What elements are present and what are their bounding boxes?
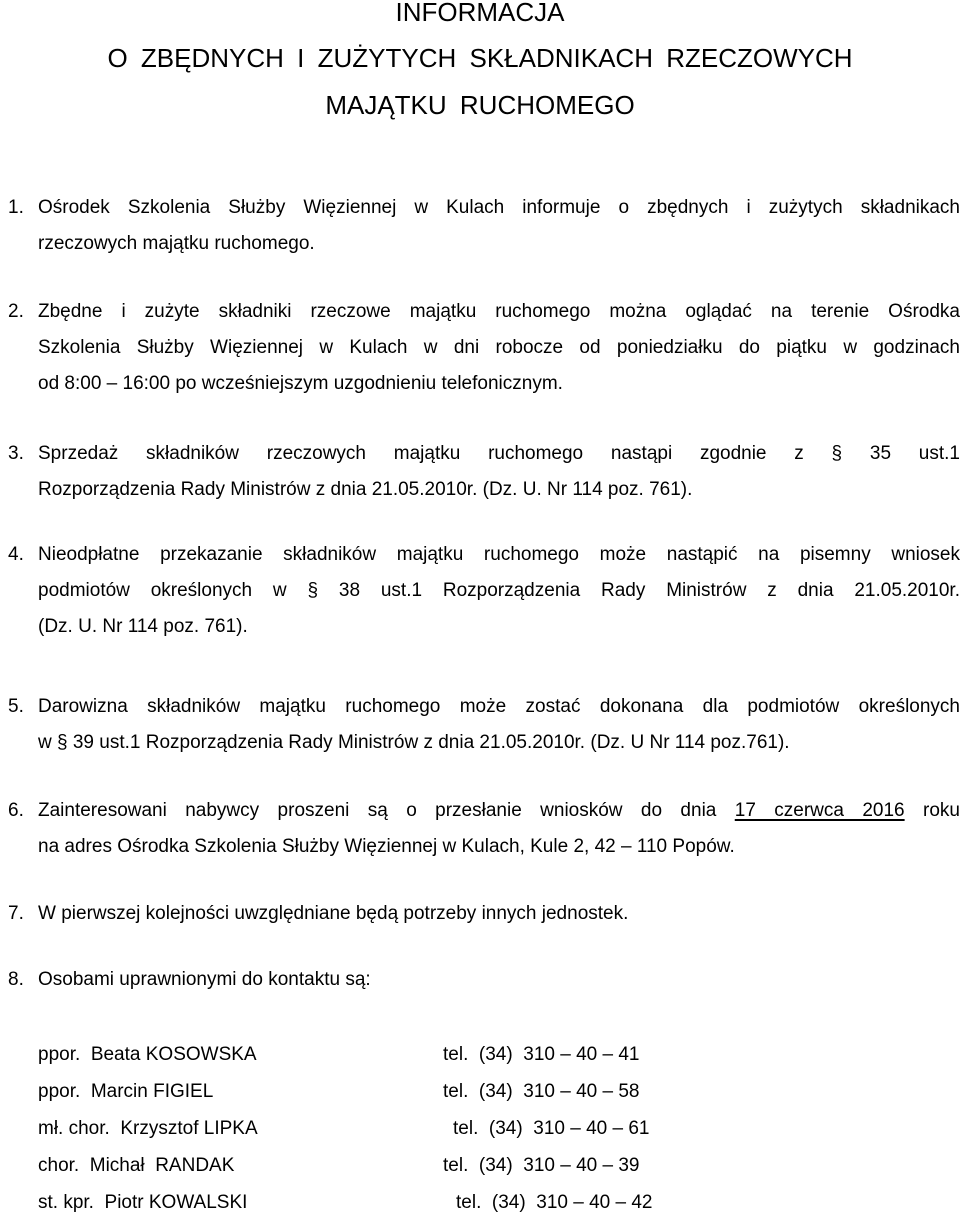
contact-row xyxy=(38,1114,738,1151)
contact-name: chor. Michał RANDAK xyxy=(38,1155,235,1176)
list-item-8 xyxy=(8,962,960,998)
item-text-line: Szkolenia Służby Więziennej w Kulach w dni robocze od poniedziałku do piątku w godzinach xyxy=(38,337,960,358)
item-text-line: podmiotów określonych w § 38 ust.1 Rozporządzenia Rady Ministrów z dnia 21.05.2010r. xyxy=(38,580,960,601)
list-item-3 xyxy=(8,436,960,508)
list-item-7 xyxy=(8,896,960,932)
item-text-line: Ośrodek Szkolenia Służby Więziennej w Kulach informuje o zbędnych i zużytych składnikach xyxy=(38,197,960,218)
item-text-line: rzeczowych majątku ruchomego. xyxy=(38,233,315,254)
contact-row xyxy=(38,1040,738,1077)
contact-name: mł. chor. Krzysztof LIPKA xyxy=(38,1118,258,1139)
list-item-2 xyxy=(8,294,960,402)
title-line-1: INFORMACJA xyxy=(395,0,565,27)
item-text-line: na adres Ośrodka Szkolenia Służby Więziennej w Kulach, Kule 2, 42 – 110 Popów. xyxy=(38,836,735,857)
contact-phone: tel. (34) 310 – 40 – 61 xyxy=(453,1118,650,1139)
item-number: 6. xyxy=(8,800,24,821)
item-number: 3. xyxy=(8,443,24,464)
list-item-6 xyxy=(8,793,960,865)
contact-row xyxy=(38,1188,738,1225)
list-item-1 xyxy=(8,190,960,262)
item-number: 4. xyxy=(8,544,24,565)
contact-phone: tel. (34) 310 – 40 – 58 xyxy=(443,1081,640,1102)
list-item-4 xyxy=(8,537,960,645)
item-text-line: Rozporządzenia Rady Ministrów z dnia 21.05.2010r. (Dz. U. Nr 114 poz. 761). xyxy=(38,479,693,500)
item-text-line: Nieodpłatne przekazanie składników majątku ruchomego może nastąpić na pisemny wniosek xyxy=(38,544,960,565)
item-text-line: Darowizna składników majątku ruchomego może zostać dokonana dla podmiotów określonych xyxy=(38,696,960,717)
item-text-before-date: Zainteresowani nabywcy proszeni są o przesłanie wniosków do dnia xyxy=(38,800,717,821)
item-text-after-date: roku xyxy=(923,800,960,821)
item-text-line: (Dz. U. Nr 114 poz. 761). xyxy=(38,616,248,637)
contact-name: ppor. Marcin FIGIEL xyxy=(38,1081,214,1102)
contact-phone: tel. (34) 310 – 40 – 41 xyxy=(443,1044,640,1065)
item-text-line: W pierwszej kolejności uwzględniane będą potrzeby innych jednostek. xyxy=(38,903,629,924)
item-text-line xyxy=(8,793,960,829)
item-number: 5. xyxy=(8,696,24,717)
contact-row xyxy=(38,1077,738,1114)
item-text-line: od 8:00 – 16:00 po wcześniejszym uzgodnieniu telefonicznym. xyxy=(38,373,563,394)
item-number: 2. xyxy=(8,301,24,322)
contact-phone: tel. (34) 310 – 40 – 42 xyxy=(456,1192,653,1213)
item-number: 8. xyxy=(8,969,24,990)
contact-row xyxy=(38,1151,738,1188)
item-text-line: Sprzedaż składników rzeczowych majątku ruchomego nastąpi zgodnie z § 35 ust.1 xyxy=(38,443,960,464)
item-number: 7. xyxy=(8,903,24,924)
item-text-line: Osobami uprawnionymi do kontaktu są: xyxy=(38,969,371,990)
item-text-line: w § 39 ust.1 Rozporządzenia Rady Ministrów z dnia 21.05.2010r. (Dz. U Nr 114 poz.761). xyxy=(38,732,790,753)
item-text-line: Zbędne i zużyte składniki rzeczowe majątku ruchomego można oglądać na terenie Ośrodka xyxy=(38,301,960,322)
contact-name: st. kpr. Piotr KOWALSKI xyxy=(38,1192,248,1213)
contact-name: ppor. Beata KOSOWSKA xyxy=(38,1044,257,1065)
item-number: 1. xyxy=(8,197,24,218)
deadline-date: 17 czerwca 2016 xyxy=(734,800,905,821)
title-line-2: O ZBĘDNYCH I ZUŻYTYCH SKŁADNIKACH RZECZOWYCH xyxy=(107,43,853,73)
title-line-3: MAJĄTKU RUCHOMEGO xyxy=(325,90,635,120)
contact-phone: tel. (34) 310 – 40 – 39 xyxy=(443,1155,640,1176)
contact-list xyxy=(38,1040,738,1225)
list-item-5 xyxy=(8,689,960,761)
